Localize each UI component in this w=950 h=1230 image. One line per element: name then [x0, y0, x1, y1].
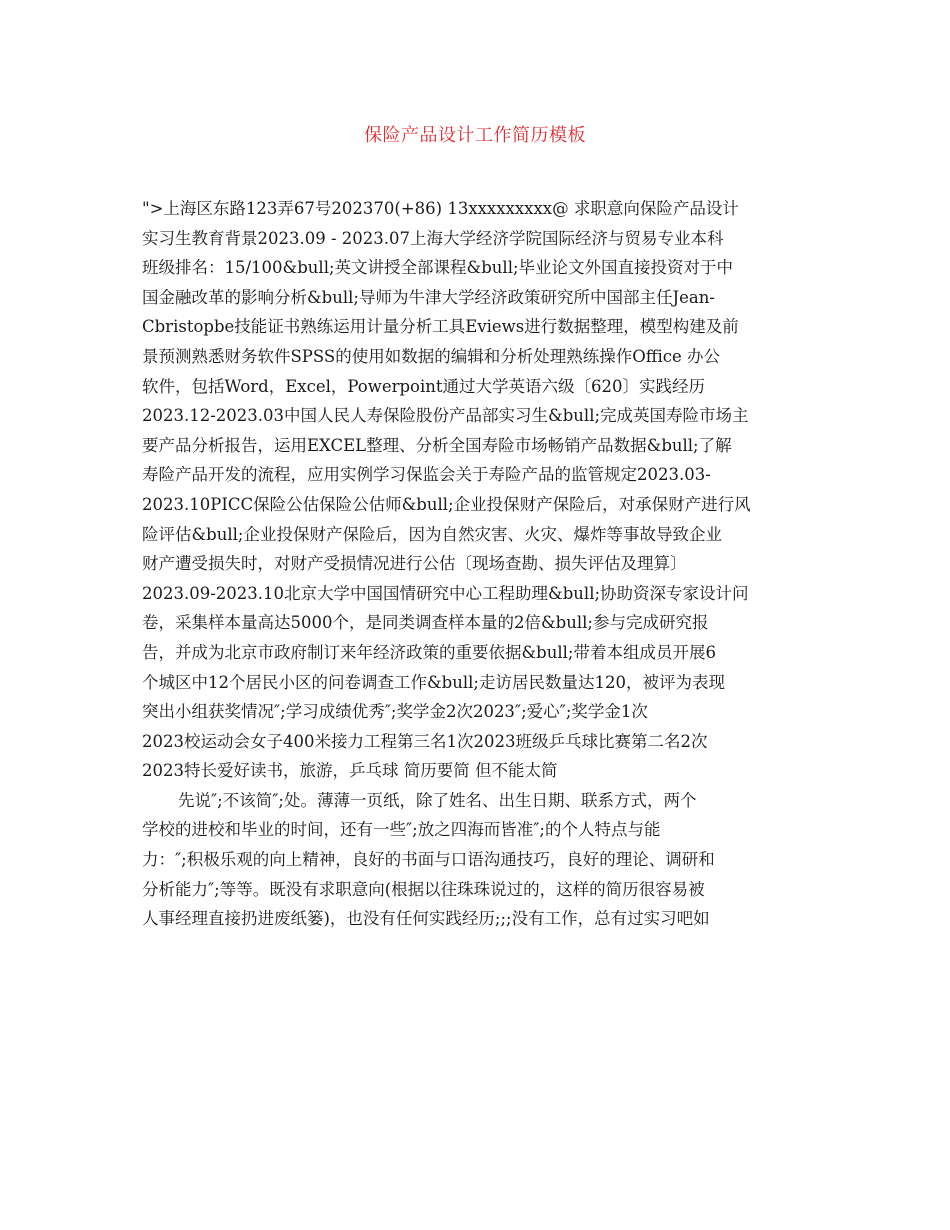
body-line: 财产遭受损失时，对财产受损情况进行公估〔现场查勘、损失评估及理算〕	[142, 554, 687, 574]
body-line: 2023特长爱好读书，旅游，乒乓球 简历要简 但不能太简	[142, 761, 558, 781]
body-line-indented: 先说″;不该简″;处。薄薄一页纸，除了姓名、出生日期、联系方式，两个	[178, 790, 697, 810]
body-line: 突出小组获奖情况″;学习成绩优秀″;奖学金2次2023″;爱心″;奖学金1次	[142, 702, 648, 722]
body-line: 软件，包括Word，Excel，Powerpoint通过大学英语六级〔620〕实践经历	[142, 376, 706, 396]
body-line: 学校的进校和毕业的时间，还有一些″;放之四海而皆准″;的个人特点与能	[142, 820, 661, 840]
body-line: 个城区中12个居民小区的问卷调查工作&bull;走访居民数量达120，被评为表现	[142, 672, 725, 692]
body-line: 寿险产品开发的流程，应用实例学习保监会关于寿险产品的监管规定2023.03-	[142, 465, 711, 485]
body-line: 国金融改革的影响分析&bull;导师为牛津大学经济政策研究所中国部主任Jean-	[142, 287, 715, 307]
body-line: 人事经理直接扔进废纸篓)，也没有任何实践经历;;;没有工作，总有过实习吧如	[142, 909, 710, 929]
body-line: 景预测熟悉财务软件SPSS的使用如数据的编辑和分析处理熟练操作Office 办公	[142, 346, 720, 366]
body-line: 险评估&bull;企业投保财产保险后，因为自然灾害、火灾、爆炸等事故导致企业	[142, 524, 722, 544]
body-line: 2023校运动会女子400米接力工程第三名1次2023班级乒乓球比赛第二名2次	[142, 731, 708, 751]
body-line: 力：″;积极乐观的向上精神，良好的书面与口语沟通技巧，良好的理论、调研和	[142, 850, 715, 870]
body-line: 2023.10PICC保险公估保险公估师&bull;企业投保财产保险后，对承保财产进行风	[142, 494, 751, 514]
body-line: 实习生教育背景2023.09 - 2023.07上海大学经济学院国际经济与贸易专业本科	[142, 228, 724, 248]
document-body	[142, 194, 810, 934]
document-title: 保险产品设计工作简历模板	[364, 125, 586, 146]
body-line: Cbristopbe技能证书熟练运用计量分析工具Eviews进行数据整理，模型构建及前	[142, 317, 739, 337]
body-line: 2023.12-2023.03中国人民人寿保险股份产品部实习生&bull;完成英国寿险市场主	[142, 406, 749, 426]
body-line: 告，并成为北京市政府制订来年经济政策的重要依据&bull;带着本组成员开展6	[142, 642, 716, 662]
body-line: 要产品分析报告，运用EXCEL整理、分析全国寿险市场畅销产品数据&bull;了解	[142, 435, 732, 455]
body-line: 卷，采集样本量高达5000个，是同类调查样本量的2倍&bull;参与完成研究报	[142, 613, 709, 633]
body-line: ">上海区东路123弄67号202370(+86) 13xxxxxxxxx@ 求职意向保险产品设计	[142, 199, 739, 218]
body-line: 2023.09-2023.10北京大学中国国情研究中心工程助理&bull;协助资深专家设计问	[142, 583, 749, 603]
body-line: 分析能力″;等等。既没有求职意向(根据以往珠珠说过的，这样的简历很容易被	[142, 879, 705, 899]
body-line: 班级排名：15/100&bull;英文讲授全部课程&bull;毕业论文外国直接投资对于中	[142, 258, 734, 278]
